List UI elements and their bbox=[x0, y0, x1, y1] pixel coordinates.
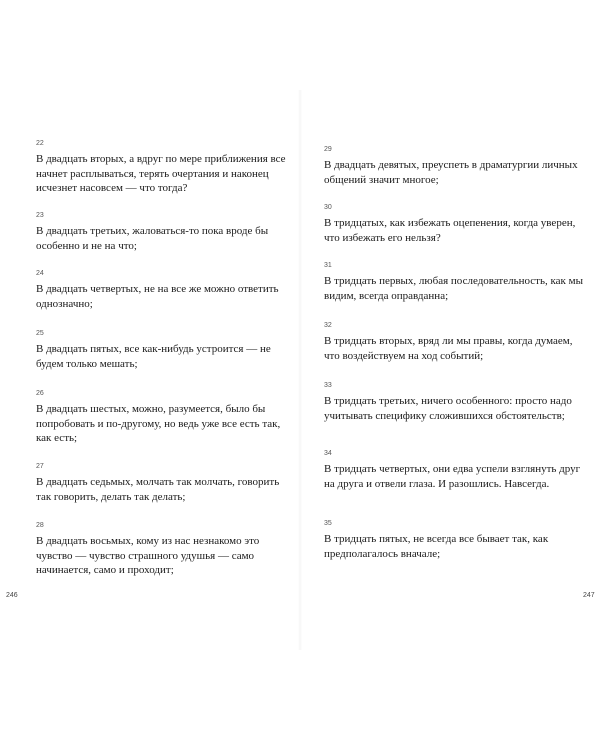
entry-number: 31 bbox=[324, 262, 332, 269]
entry-number: 27 bbox=[36, 463, 44, 470]
entry-text: В тридцать четвертых, они едва успели взглянуть друг на друга и отвели глаза. И разошлись. Навсегда. bbox=[324, 463, 581, 490]
entry bbox=[36, 390, 286, 446]
entry-text: В двадцать седьмых, молчать так молчать, говорить так говорить, делать так делать; bbox=[36, 476, 280, 503]
entry-number: 22 bbox=[36, 140, 44, 147]
entry-number: 33 bbox=[324, 382, 332, 389]
entry-text: В двадцать восьмых, кому из нас незнакомо это чувство — чувство страшного удушья — само начинается, само и проходит; bbox=[36, 535, 260, 576]
entry bbox=[324, 262, 586, 303]
entry-text: В тридцать третьих, ничего особенного: просто надо учитывать специфику сложившихся обстоятельств; bbox=[324, 395, 572, 422]
entry-text: В тридцатых, как избежать оцепенения, когда уверен, что избежать его нельзя? bbox=[324, 217, 576, 244]
entry bbox=[36, 270, 286, 311]
entry-number: 25 bbox=[36, 330, 44, 337]
entry-text: В двадцать четвертых, не на все же можно ответить однозначно; bbox=[36, 283, 279, 310]
entry-number: 23 bbox=[36, 212, 44, 219]
entry bbox=[36, 522, 286, 578]
entry-text: В двадцать третьих, жаловаться-то пока вроде бы особенно и не на что; bbox=[36, 225, 269, 252]
right-page bbox=[300, 0, 600, 750]
entry bbox=[36, 140, 286, 196]
page-number: 247 bbox=[583, 592, 595, 599]
entry bbox=[36, 463, 286, 504]
entry-text: В тридцать пятых, не всегда все бывает так, как предполагалось вначале; bbox=[324, 533, 549, 560]
entry-number: 32 bbox=[324, 322, 332, 329]
entry bbox=[324, 520, 586, 561]
entry-number: 26 bbox=[36, 390, 44, 397]
entry-number: 35 bbox=[324, 520, 332, 527]
page-number: 246 bbox=[6, 592, 18, 599]
entry bbox=[324, 450, 586, 491]
entry bbox=[36, 330, 286, 371]
entry bbox=[324, 204, 586, 245]
entry-number: 34 bbox=[324, 450, 332, 457]
entry bbox=[36, 212, 286, 253]
entry-text: В двадцать шестых, можно, разумеется, было бы попробовать и по-другому, но ведь уже все есть так, как есть; bbox=[36, 403, 281, 444]
entry-text: В двадцать вторых, а вдруг по мере приближения все начнет расплываться, терять очертания и наконец исчезнет насовсем — что тогда? bbox=[36, 153, 286, 194]
entry-text: В двадцать пятых, все как-нибудь устроится — не будем только мешать; bbox=[36, 343, 271, 370]
entry bbox=[324, 382, 586, 423]
entry-number: 30 bbox=[324, 204, 332, 211]
entry-number: 28 bbox=[36, 522, 44, 529]
entry bbox=[324, 146, 586, 187]
entry-number: 24 bbox=[36, 270, 44, 277]
entry-text: В тридцать вторых, вряд ли мы правы, когда думаем, что воздействуем на ход событий; bbox=[324, 335, 573, 362]
entry-text: В тридцать первых, любая последовательность, как мы видим, всегда оправданна; bbox=[324, 275, 583, 302]
entry bbox=[324, 322, 586, 363]
entry-number: 29 bbox=[324, 146, 332, 153]
entry-text: В двадцать девятых, преуспеть в драматургии личных общений значит многое; bbox=[324, 159, 578, 186]
